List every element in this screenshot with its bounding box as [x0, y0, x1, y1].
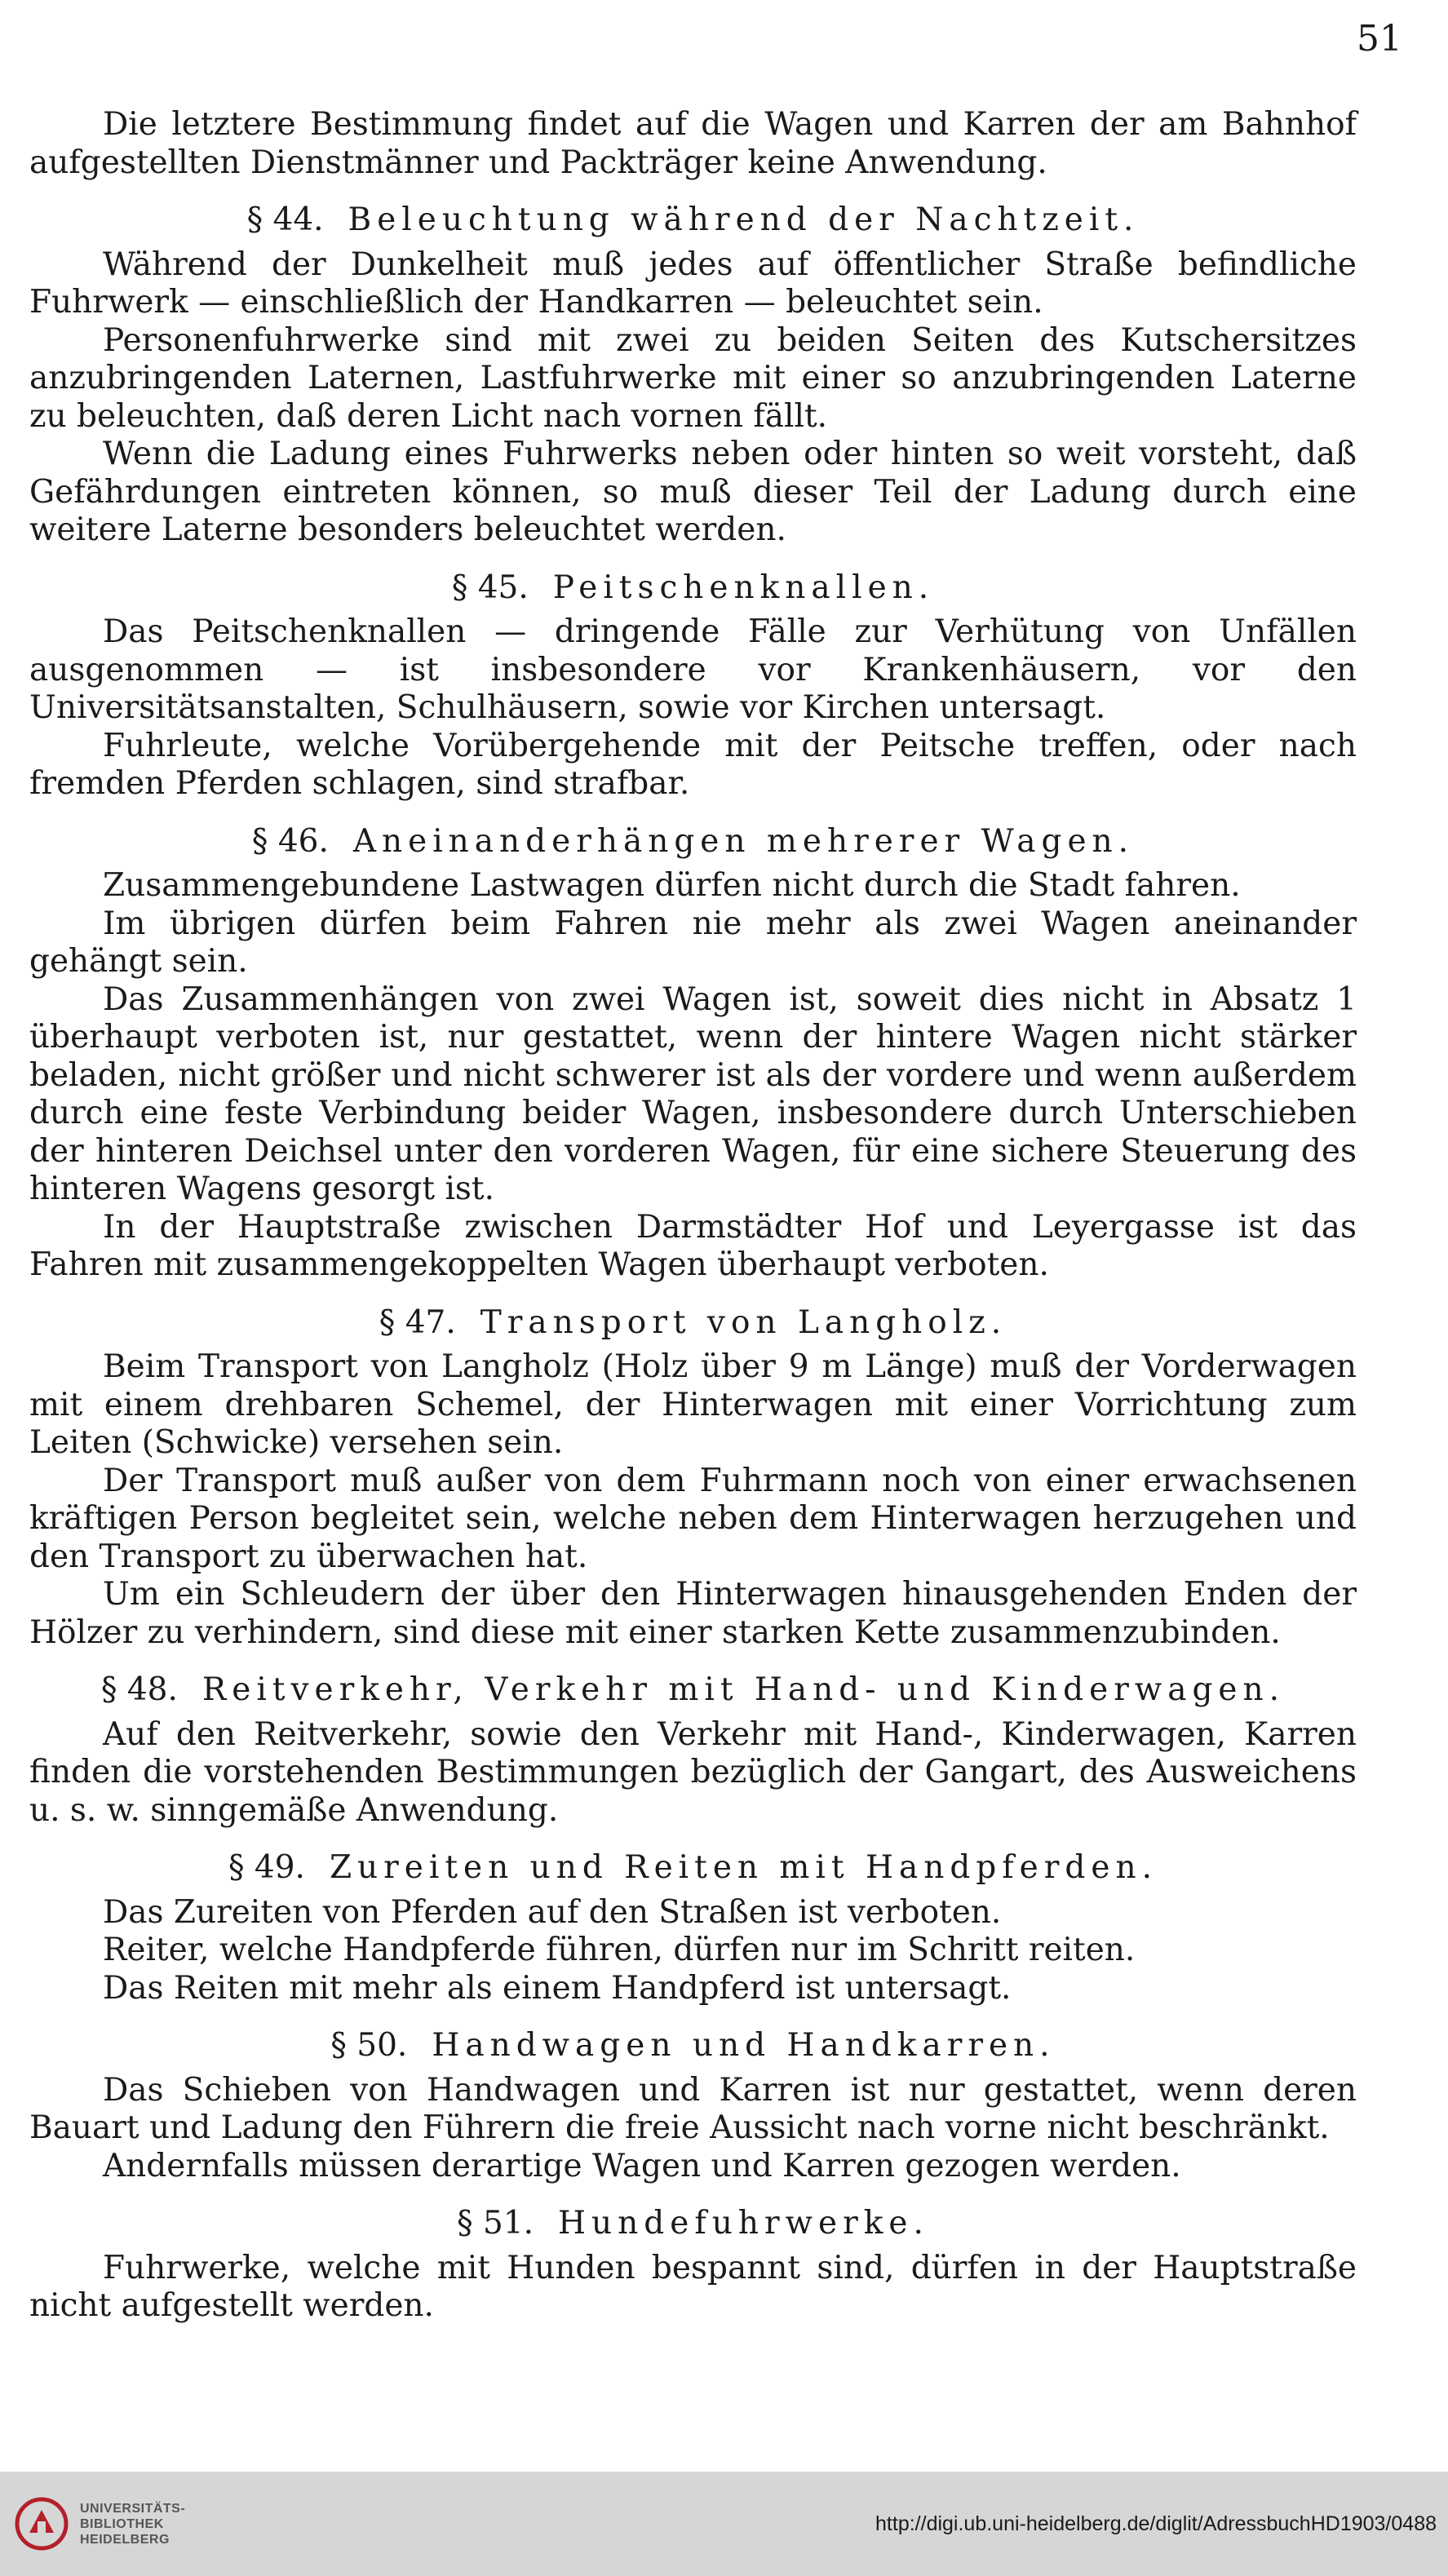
section-heading: [29, 1671, 1357, 1710]
paragraph: In der Hauptstraße zwischen Darmstädter Hof und Leyergasse ist das Fahren mit zusammengekoppelten Wagen überhaupt verboten.: [29, 1208, 1357, 1283]
section-title: Aneinanderhängen mehrerer Wagen.: [352, 822, 1135, 860]
section-number: § 51.: [457, 2205, 534, 2242]
paragraph: Im übrigen dürfen beim Fahren nie mehr als zwei Wagen aneinander gehängt sein.: [29, 905, 1357, 980]
library-logo-line: BIBLIOTHEK: [80, 2516, 164, 2531]
paragraph: Fuhrwerke, welche mit Hunden bespannt sind, dürfen in der Hauptstraße nicht aufgestellt werden.: [29, 2249, 1357, 2324]
section-number: § 44.: [246, 201, 324, 238]
paragraph: Personenfuhrwerke sind mit zwei zu beiden Seiten des Kutschersitzes anzubringenden Laternen, Lastfuhrwerke mit einer so anzubringenden Laterne zu beleuchten, daß deren Licht nach vornen fällt.: [29, 321, 1357, 435]
section-number: § 50.: [330, 2027, 408, 2064]
paragraph: Reiter, welche Handpferde führen, dürfen nur im Schritt reiten.: [103, 1932, 1136, 1968]
paragraph: Das Zusammenhängen von zwei Wagen ist, soweit dies nicht in Absatz 1 überhaupt verboten ist, nur gestattet, wenn der hintere Wagen nicht stärker beladen, nicht größer und nicht schwerer ist als der vordere und wenn außerdem durch eine feste Verbindung beider Wagen, insbesondere durch Unterschieben der hinteren Deichsel unter den vorderen Wagen, für eine sichere Steuerung des hinteren Wagens gesorgt ist.: [29, 980, 1357, 1207]
section-heading: [29, 201, 1357, 240]
paragraph: Die letztere Bestimmung findet auf die Wagen und Karren der am Bahnhof aufgestellten Dienstmänner und Packträger keine Anwendung.: [29, 106, 1357, 181]
paragraph: Während der Dunkelheit muß jedes auf öffentlicher Straße befindliche Fuhrwerk — einschließlich der Handkarren — beleuchtet sein.: [29, 246, 1357, 321]
library-logo-line: UNIVERSITÄTS-: [80, 2501, 186, 2516]
section-heading: [29, 2205, 1357, 2243]
paragraph: Beim Transport von Langholz (Holz über 9 m Länge) muß der Vorderwagen mit einem drehbaren Schemel, der Hinterwagen mit einer Vorrichtung zum Leiten (Schwicke) versehen sein.: [29, 1348, 1357, 1461]
library-logo: [15, 2497, 185, 2551]
section-heading: [29, 2027, 1357, 2065]
section-number: § 45.: [451, 569, 529, 606]
paragraph: Das Reiten mit mehr als einem Handpferd ist untersagt.: [103, 1969, 1012, 2007]
section-heading: [29, 569, 1357, 608]
section-title: Beleuchtung während der Nachtzeit.: [348, 201, 1140, 238]
section-heading: [29, 1304, 1357, 1343]
page-number: 51: [1357, 18, 1402, 60]
section-number: § 49.: [228, 1849, 305, 1886]
source-url[interactable]: http://digi.ub.uni-heidelberg.de/diglit/AdressbuchHD1903/0488: [875, 2512, 1437, 2535]
paragraph: Das Peitschenknallen — dringende Fälle zur Verhütung von Unfällen ausgenommen — ist insbesondere vor Krankenhäusern, vor den Universitätsanstalten, Schulhäusern, sowie vor Kirchen untersagt.: [29, 613, 1357, 726]
section-title: Handwagen und Handkarren.: [432, 2027, 1056, 2064]
section-title: Zureiten und Reiten mit Handpferden.: [329, 1849, 1158, 1886]
section-title: Reitverkehr, Verkehr mit Hand- und Kinderwagen.: [201, 1671, 1286, 1708]
paragraph: Auf den Reitverkehr, sowie den Verkehr mit Hand-, Kinderwagen, Karren finden die vorstehenden Bestimmungen bezüglich der Gangart, des Ausweichens u. s. w. sinngemäße Anwendung.: [29, 1715, 1357, 1829]
section-title: Peitschenknallen.: [552, 569, 935, 606]
document-body: [29, 106, 1357, 2326]
library-logo-text: [80, 2501, 185, 2547]
paragraph: Um ein Schleudern der über den Hinterwagen hinausgehenden Enden der Hölzer zu verhindern, sind diese mit einer starken Kette zusammenzubinden.: [29, 1576, 1357, 1651]
section-title: Hundefuhrwerke.: [558, 2205, 929, 2242]
section-number: § 48.: [100, 1671, 178, 1708]
paragraph: Zusammengebundene Lastwagen dürfen nicht durch die Stadt fahren.: [103, 867, 1241, 904]
section-number: § 47.: [379, 1303, 456, 1341]
section-heading: [29, 823, 1357, 861]
paragraph: Andernfalls müssen derartige Wagen und Karren gezogen werden.: [103, 2147, 1181, 2184]
section-heading: [29, 1849, 1357, 1888]
paragraph: Das Zureiten von Pferden auf den Straßen ist verboten.: [103, 1893, 1002, 1931]
paragraph: Der Transport muß außer von dem Fuhrmann noch von einer erwachsenen kräftigen Person begleitet sein, welche neben dem Hinterwagen herzugehen und den Transport zu überwachen hat.: [29, 1462, 1357, 1575]
paragraph: Fuhrleute, welche Vorübergehende mit der Peitsche treffen, oder nach fremden Pferden schlagen, sind strafbar.: [29, 727, 1357, 802]
library-logo-icon: [15, 2497, 69, 2551]
paragraph: Das Schieben von Handwagen und Karren ist nur gestattet, wenn deren Bauart und Ladung den Führern die freie Aussicht nach vorne nicht beschränkt.: [29, 2071, 1357, 2146]
library-logo-line: HEIDELBERG: [80, 2532, 170, 2547]
footer-bar: [0, 2472, 1448, 2576]
paragraph: Wenn die Ladung eines Fuhrwerks neben oder hinten so weit vorsteht, daß Gefährdungen eintreten können, so muß dieser Teil der Ladung durch eine weitere Laterne besonders beleuchtet werden.: [29, 436, 1357, 548]
section-number: § 46.: [251, 822, 329, 860]
section-title: Transport von Langholz.: [480, 1303, 1007, 1341]
